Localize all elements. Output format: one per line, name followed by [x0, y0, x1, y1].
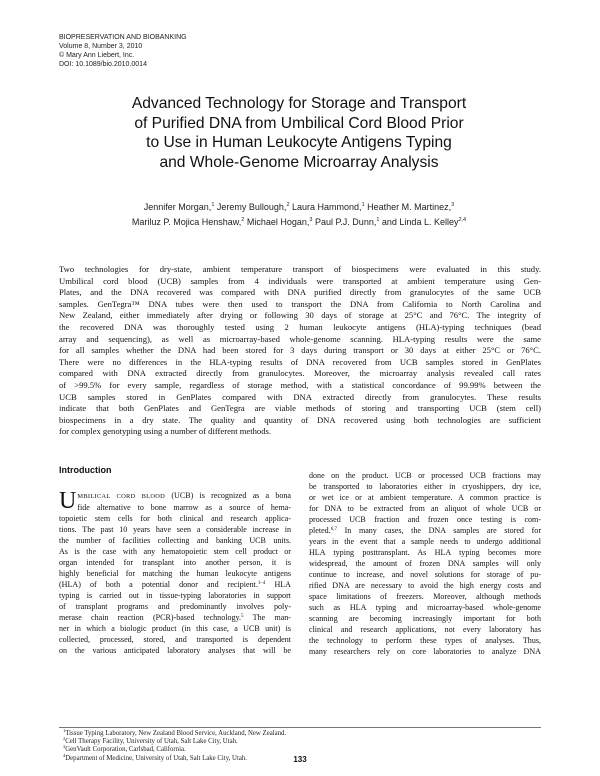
author-affiliation: 3 [309, 217, 313, 223]
footnote-text: Tissue Typing Laboratory, New Zealand Blood Service, Auckland, New Zealand. [65, 730, 287, 737]
journal-volume: Volume 8, Number 3, 2010 [59, 43, 143, 50]
journal-header [59, 33, 187, 69]
footnote-number: 3 [63, 744, 66, 750]
intro-line: scanning are becoming increasingly important for both [309, 614, 541, 623]
intro-line [59, 490, 291, 502]
intro-line-text: merase chain reaction (PCR)-based technology. [59, 613, 242, 622]
intro-line [59, 612, 291, 623]
intro-line: collected, processed, stored, and transported is dependent [59, 635, 291, 644]
intro-line: As is the case with any hematopoietic stem cell product or [59, 547, 291, 556]
intro-line: widespread, the amount of frozen DNA samples will only [309, 559, 541, 568]
intro-line: for DNA to be extracted from an aliquot of whole UCB or [309, 504, 541, 513]
intro-line [309, 525, 541, 536]
intro-line: or wet ice or at ambient temperature. A common practice is [309, 493, 541, 502]
footnote-text: Department of Medicine, University of Utah, Salt Lake City, Utah. [65, 754, 247, 762]
footnote-number: 1 [63, 728, 66, 733]
intro-line-text: In many cases, the DNA samples are stored for [336, 526, 541, 535]
author-affiliation: 2 [286, 202, 290, 208]
intro-line: fide alternative to bone marrow as a source of hema- [77, 503, 291, 512]
intro-line: clinical and research applications, not every laboratory has [309, 625, 541, 634]
section-heading: Introduction [59, 465, 112, 475]
author-affiliation: 1 [361, 202, 365, 208]
abstract-line: There were no differences in the HLA-typing results of DNA recovered from UCB samples stored in GenPlates [59, 356, 541, 367]
article-title [60, 94, 538, 172]
intro-line: space limitations of freezers. Moreover, although methods [309, 592, 541, 601]
citation: 6,7 [330, 527, 337, 532]
author-name: and Linda L. Kelley [381, 217, 459, 227]
abstract-line: the recovered DNA was thoroughly tested using 2 human leukocyte antigens (HLA)-typing techniques (bead [59, 321, 541, 332]
intro-line: topoietic stem cells for both clinical and research applica- [59, 514, 291, 523]
intro-line: highly beneficial for matching the human leukocyte antigens [59, 569, 291, 578]
intro-line: years in the event that a sample needs to undergo additional [309, 537, 541, 546]
abstract-line: for complex genotyping using a number of different methods. [59, 426, 272, 437]
intro-line: processed UCB fraction and frozen once testing is com- [309, 515, 541, 524]
intro-line-text: (HLA) of both a potential donor and recipient. [59, 580, 258, 589]
citation: 5 [241, 614, 244, 619]
intro-line: rified DNA are necessary to avoid the high energy costs and [309, 581, 541, 590]
drop-cap: U [59, 488, 77, 514]
intro-line: many researchers rely on core laboratories to analyze DNA [309, 647, 541, 656]
intro-line: ner in which a biologic product (in this case, a UCB unit) is [59, 624, 291, 633]
abstract-line: compared with DNA extracted directly from granulocytes. Moreover, the microarray analysis revealed call rates [59, 368, 541, 379]
intro-line: of transplant programs and predominantly involves poly- [59, 602, 291, 611]
abstract-line: Two technologies for dry-state, ambient temperature transport of biospecimens were evaluated in this study. [59, 264, 541, 274]
author-affiliation: 2,4 [458, 217, 467, 223]
intro-line: organ intended for transplant into another person, it is [59, 558, 291, 567]
citation: 1–4 [257, 581, 266, 586]
intro-line: HLA typing posttransplant. As HLA typing becomes more [309, 548, 541, 557]
abstract-line: indicate that both GenPlates and GenTegra are viable methods of storing and transporting UCB (stem cell) [59, 403, 541, 414]
author-name: Laura Hammond, [292, 202, 362, 212]
intro-line: the technology to perform these types of analyses. Thus, [309, 636, 541, 645]
author-name: Heather M. Martinez, [367, 202, 452, 212]
intro-lead-smallcaps: MBILICAL CORD BLOOD [77, 493, 166, 500]
author-line [60, 200, 538, 215]
author-name: Michael Hogan, [246, 217, 310, 227]
author-name: Jennifer Morgan, [143, 202, 212, 212]
intro-line: continue to increase, and novel solutions for storage of pu- [309, 570, 541, 579]
footnote [63, 730, 533, 738]
abstract-line: Umbilical cord blood (UCB) samples from 4 individuals were transported at ambient temperature using Gen- [59, 275, 541, 286]
intro-line: on the various anticipated laboratory analyses that will be [59, 646, 291, 655]
title-line: to Use in Human Leukocyte Antigens Typing [146, 134, 452, 151]
journal-name: BIOPRESERVATION AND BIOBANKING [59, 34, 187, 41]
footnote-number: 2 [63, 736, 66, 742]
intro-line: be transported to laboratories either in cryoshippers, dry ice, [309, 482, 541, 491]
abstract-line: biospecimens in a dry state. The quality and quantity of DNA recovered using both technologies are sufficient [59, 414, 541, 425]
abstract-line: for all samples whether the DNA had been stored for 3 days during transport or 30 days at either 25°C or 76°C. [59, 345, 541, 356]
footnote [63, 746, 533, 754]
author-name: Jeremy Bullough, [216, 202, 287, 212]
footnote-text: Cell Therapy Facility, University of Utah, Salt Lake City, Utah. [65, 738, 238, 746]
title-line: and Whole-Genome Microarray Analysis [159, 153, 439, 171]
title-line: Advanced Technology for Storage and Transport [131, 95, 467, 112]
footnote-divider [59, 727, 541, 728]
footnote-number: 4 [63, 752, 66, 758]
intro-left-column [59, 464, 291, 656]
page-number: 133 [293, 755, 307, 764]
intro-line: typing is carried out in tissue-typing laboratories in support [59, 591, 291, 600]
intro-line [59, 579, 291, 590]
abstract-line: New Zealand, either immediately after drying or following 30 days of storage at 25°C and 76°C. The integrity of [59, 310, 541, 321]
abstract-line: samples. GenTegra™ DNA tubes were then used to transport the DNA from California to North Carolina and [59, 298, 541, 309]
footnote-text: GenVault Corporation, Carlsbad, California. [65, 746, 186, 754]
intro-line-text: HLA [265, 580, 291, 589]
intro-line: such as HLA typing and microarray-based whole-genome [309, 603, 541, 612]
intro-line: tions. The past 10 years have seen a considerable increase in [59, 525, 291, 534]
abstract-line: of >99.5% for every sample, regardless of storage method, with a statistical concordance of 99.99% between the [59, 379, 541, 390]
journal-copyright: © Mary Ann Liebert, Inc. [59, 52, 135, 59]
author-affiliation: 1 [211, 202, 215, 208]
intro-line: the number of facilities collecting and banking UCB units. [59, 536, 291, 545]
abstract-line: array and sequencing), as well as microarray-based whole-genome scanning. HLA-typing results were the same [59, 333, 541, 344]
intro-line: done on the product. UCB or processed UCB fractions may [309, 471, 541, 480]
author-name: Paul P.J. Dunn, [314, 217, 377, 227]
intro-line-text: pleted. [309, 526, 331, 535]
title-line: of Purified DNA from Umbilical Cord Blood Prior [134, 114, 464, 132]
author-affiliation: 2 [241, 217, 245, 223]
author-line [60, 215, 538, 230]
abstract [59, 264, 541, 438]
intro-right-column [309, 470, 541, 657]
abstract-line: Plates, and the DNA recovered was compared with DNA purified directly from granulocytes of the same UCB [59, 287, 541, 298]
intro-line-text: The man- [243, 613, 291, 622]
author-affiliation: 1 [376, 217, 380, 223]
abstract-line: UCB samples stored in GenPlates compared with DNA extracted directly from granulocytes. These results [59, 391, 541, 402]
author-list [60, 200, 538, 230]
author-name: Mariluz P. Mojica Henshaw, [131, 217, 242, 227]
intro-line-rest: (UCB) is recognized as a bona [165, 491, 291, 500]
author-affiliation: 3 [451, 202, 455, 208]
journal-doi: DOI: 10.1089/bio.2010.0014 [59, 61, 147, 68]
